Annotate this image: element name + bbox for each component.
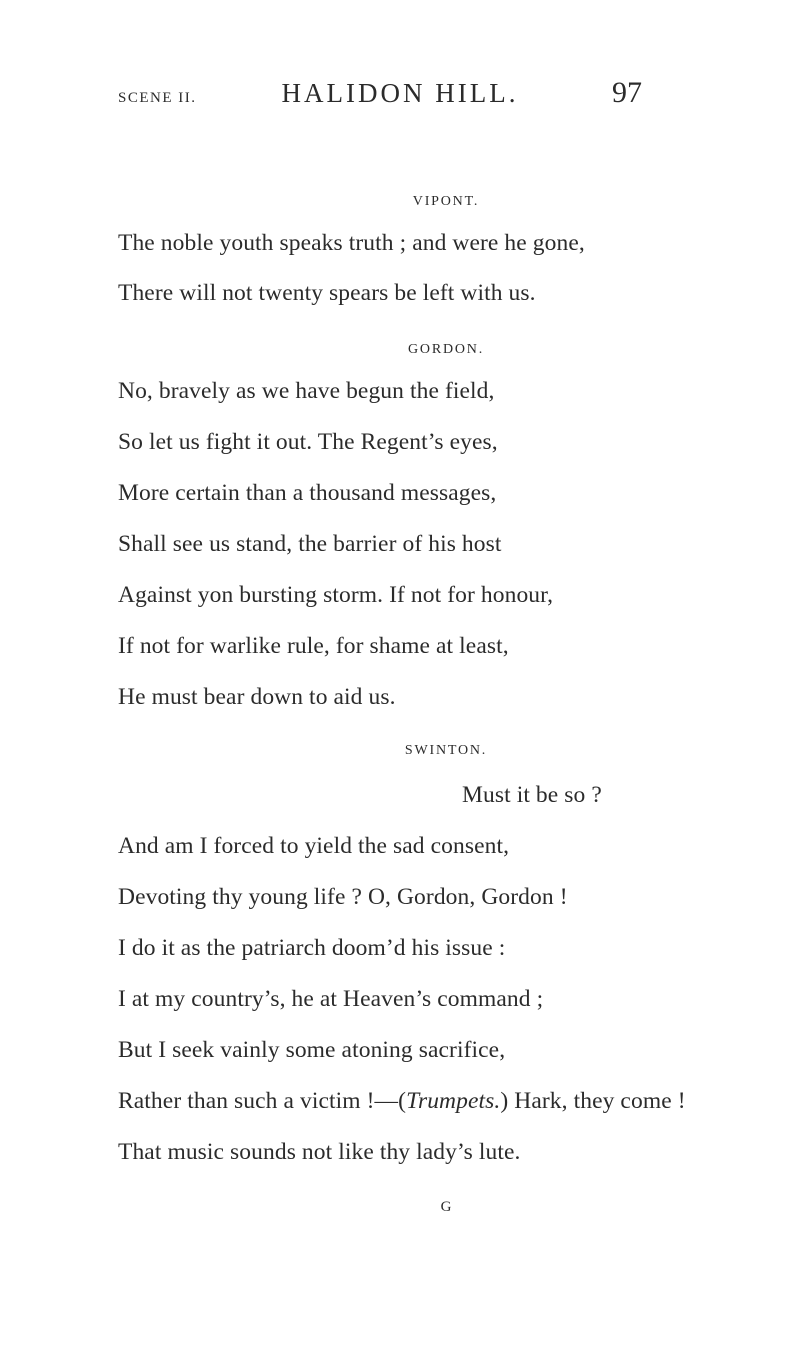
verse-line: Shall see us stand, the barrier of his host — [118, 531, 502, 557]
verse-line: I do it as the patriarch doom’d his issue : — [118, 935, 506, 961]
verse-line: Must it be so ? — [462, 782, 602, 808]
verse-line: More certain than a thousand messages, — [118, 480, 497, 506]
speaker-vipont: VIPONT. — [412, 194, 480, 209]
page-number: 97 — [612, 76, 642, 109]
verse-line: But I seek vainly some atoning sacrifice, — [118, 1037, 506, 1063]
running-head — [0, 78, 800, 118]
scene-label: SCENE II. — [118, 90, 197, 106]
verse-line: So let us fight it out. The Regent’s eyes, — [118, 429, 498, 455]
verse-line: Against yon bursting storm. If not for honour, — [118, 582, 554, 608]
page-title: HALIDON HILL. — [281, 78, 519, 108]
verse-line: The noble youth speaks truth ; and were he gone, — [118, 230, 585, 256]
verse-line: Devoting thy young life ? O, Gordon, Gordon ! — [118, 884, 568, 910]
verse-line: I at my country’s, he at Heaven’s command ; — [118, 986, 544, 1012]
verse-line-with-stage-direction — [118, 1088, 686, 1115]
verse-line: He must bear down to aid us. — [118, 684, 396, 710]
verse-line: There will not twenty spears be left with us. — [118, 280, 536, 306]
stage-direction: Trumpets. — [406, 1088, 501, 1114]
line-text: ) Hark, they come ! — [500, 1088, 686, 1114]
verse-line: That music sounds not like thy lady’s lute. — [118, 1139, 521, 1165]
verse-line: If not for warlike rule, for shame at least, — [118, 633, 509, 659]
speaker-swinton: SWINTON. — [404, 743, 488, 758]
signature-mark: G — [440, 1199, 452, 1215]
verse-line: No, bravely as we have begun the field, — [118, 378, 495, 404]
speaker-gordon: GORDON. — [408, 342, 484, 357]
verse-line: And am I forced to yield the sad consent, — [118, 833, 510, 859]
line-text: Rather than such a victim !—( — [118, 1088, 407, 1114]
